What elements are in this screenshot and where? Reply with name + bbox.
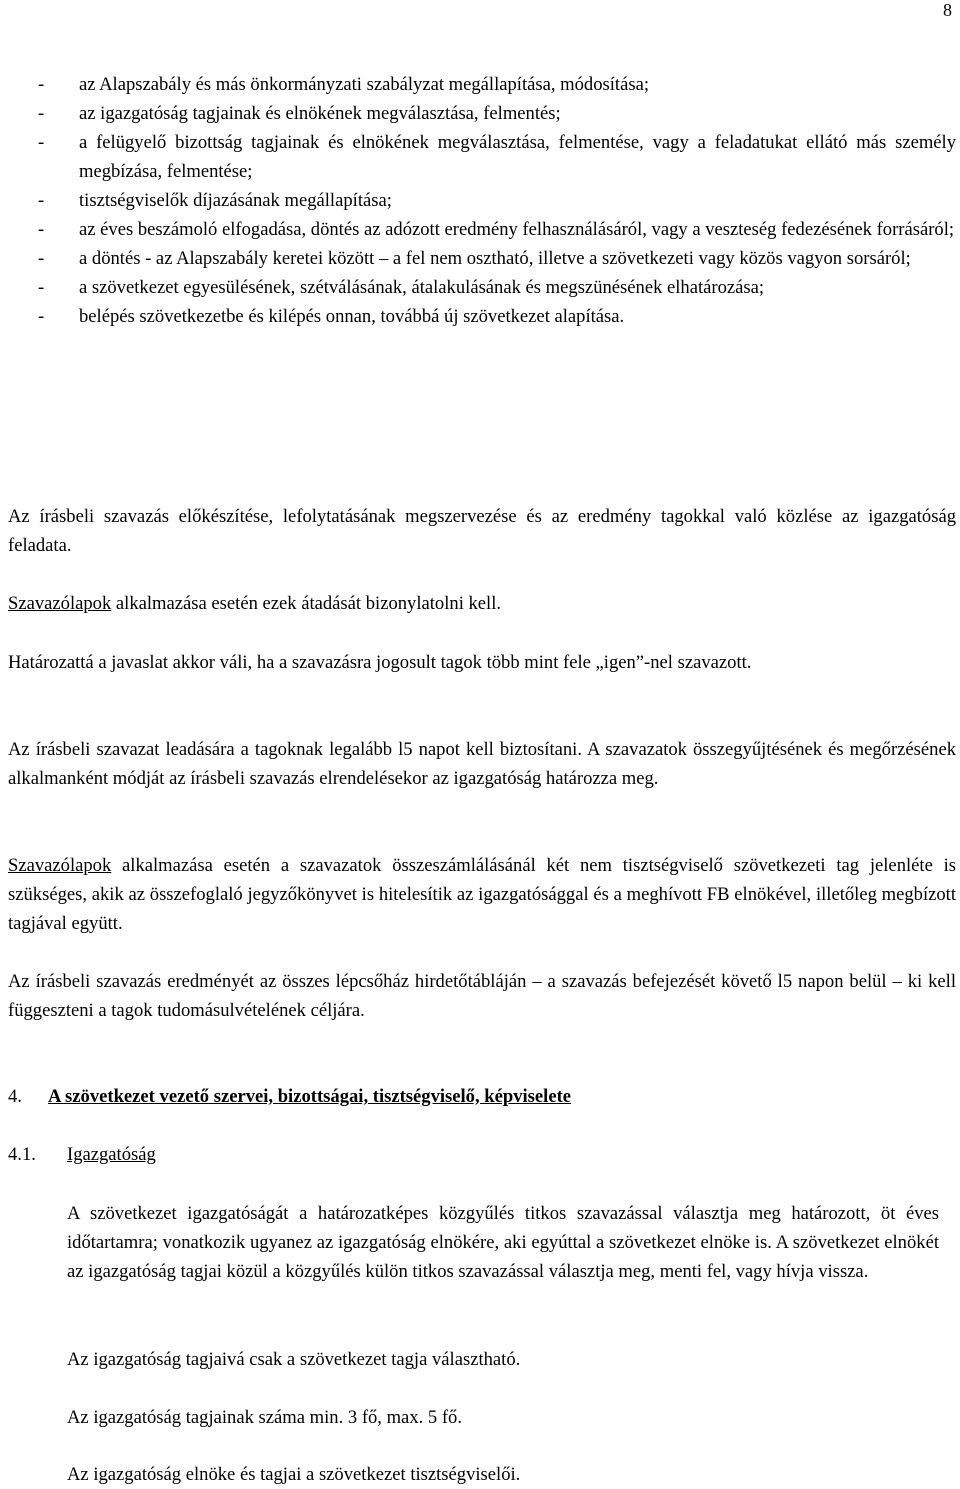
list-item <box>8 70 956 99</box>
paragraph-result-publication: Az írásbeli szavazás eredményét az összes lépcsőház hirdetőtábláján – a szavazás befejezését követő l5 napon belül – ki kell függeszteni a tagok tudomásulvételének céljára. <box>8 971 956 1021</box>
list-dash: - <box>38 248 45 269</box>
list-dash: - <box>38 74 45 95</box>
subsection-heading <box>8 1140 156 1170</box>
section-heading <box>8 1082 571 1112</box>
underlined-term: Szavazólapok <box>8 855 112 876</box>
paragraph-preparation: Az írásbeli szavazás előkészítése, lefolytatásának megszervezése és az eredmény tagokkal való közlése az igazgatóság feladata. <box>8 506 956 556</box>
paragraph-deadline: Az írásbeli szavazat leadására a tagoknak legalább l5 napot kell biztosítani. A szavazatok összegyűjtésének és megőrzésének alkalmanként módját az írásbeli szavazás elrendelésekor az igazgatóság határozza meg. <box>8 739 956 789</box>
list-dash: - <box>38 103 45 124</box>
paragraph-board-eligibility: Az igazgatóság tagjaivá csak a szövetkezet tagja választható. <box>67 1349 521 1370</box>
paragraph-counting <box>8 851 956 938</box>
list-item-text: tisztségviselők díjazásának megállapítása; <box>79 190 392 211</box>
underlined-term: Szavazólapok <box>8 593 112 614</box>
list-item-text: az igazgatóság tagjainak és elnökének megválasztása, felmentés; <box>79 103 561 124</box>
list-dash: - <box>38 306 45 327</box>
list-item-text: a szövetkezet egyesülésének, szétválásának, átalakulásának és megszünésének elhatározása; <box>79 277 765 298</box>
subsection-title: Igazgatóság <box>67 1144 156 1165</box>
list-item-text: az éves beszámoló elfogadása, döntés az adózott eredmény felhasználásáról, vagy a veszteség fedezésének forrásáról; <box>79 219 955 240</box>
list-dash: - <box>38 190 45 211</box>
list-item <box>8 186 956 215</box>
list-item-text: belépés szövetkezetbe és kilépés onnan, továbbá új szövetkezet alapítása. <box>79 306 625 327</box>
section-title: A szövetkezet vezető szervei, bizottságai, tisztségviselő, képviselete <box>48 1086 572 1107</box>
section-number: 4. <box>8 1086 22 1107</box>
list-item <box>8 244 956 273</box>
list-item <box>8 302 956 331</box>
list-item <box>8 273 956 302</box>
subsection-number: 4.1. <box>8 1144 36 1165</box>
list-dash: - <box>38 219 45 240</box>
paragraph-board-election: A szövetkezet igazgatóságát a határozatképes közgyűlés titkos szavazással választja meg határozott, öt éves időtartamra; vonatkozik ugyanez az igazgatóság elnökére, aki egyúttal a szövetkezet elnöke is. A szövetkezet elnökét az igazgatóság tagjai közül a közgyűlés külön titkos szavazással választja meg, menti fel, vagy hívja vissza. <box>67 1203 939 1282</box>
decision-list <box>8 70 956 331</box>
list-dash: - <box>38 132 45 153</box>
paragraph-resolution: Határozattá a javaslat akkor váli, ha a szavazásra jogosult tagok több mint fele „igen”-nel szavazott. <box>8 652 752 673</box>
paragraph-text: alkalmazása esetén a szavazatok összeszámlálásánál két nem tisztségviselő szövetkezeti tag jelenléte is szükséges, akik az összefoglaló jegyzőkönyvet is hitelesítik az igazgatósággal és a meghívott FB elnökével, illetőleg megbízott tagjával együtt. <box>8 855 956 934</box>
paragraph-board-officers: Az igazgatóság elnöke és tagjai a szövetkezet tisztségviselői. <box>67 1464 521 1485</box>
list-dash: - <box>38 277 45 298</box>
paragraph-board-size: Az igazgatóság tagjainak száma min. 3 fő, max. 5 fő. <box>67 1407 462 1428</box>
paragraph-text: alkalmazása esetén ezek átadását bizonylatolni kell. <box>111 593 502 614</box>
paragraph-ballot-handover <box>8 589 956 618</box>
list-item-text: az Alapszabály és más önkormányzati szabályzat megállapítása, módosítása; <box>79 74 650 95</box>
list-item <box>8 128 956 186</box>
page-number: 8 <box>943 0 952 20</box>
list-item-text: a döntés - az Alapszabály keretei között – a fel nem osztható, illetve a szövetkezeti vagy közös vagyon sorsáról; <box>79 248 911 269</box>
list-item-text: a felügyelő bizottság tagjainak és elnökének megválasztása, felmentése, vagy a feladatukat ellátó más személy megbízása, felmentése; <box>79 132 956 182</box>
list-item <box>8 215 956 244</box>
list-item <box>8 99 956 128</box>
